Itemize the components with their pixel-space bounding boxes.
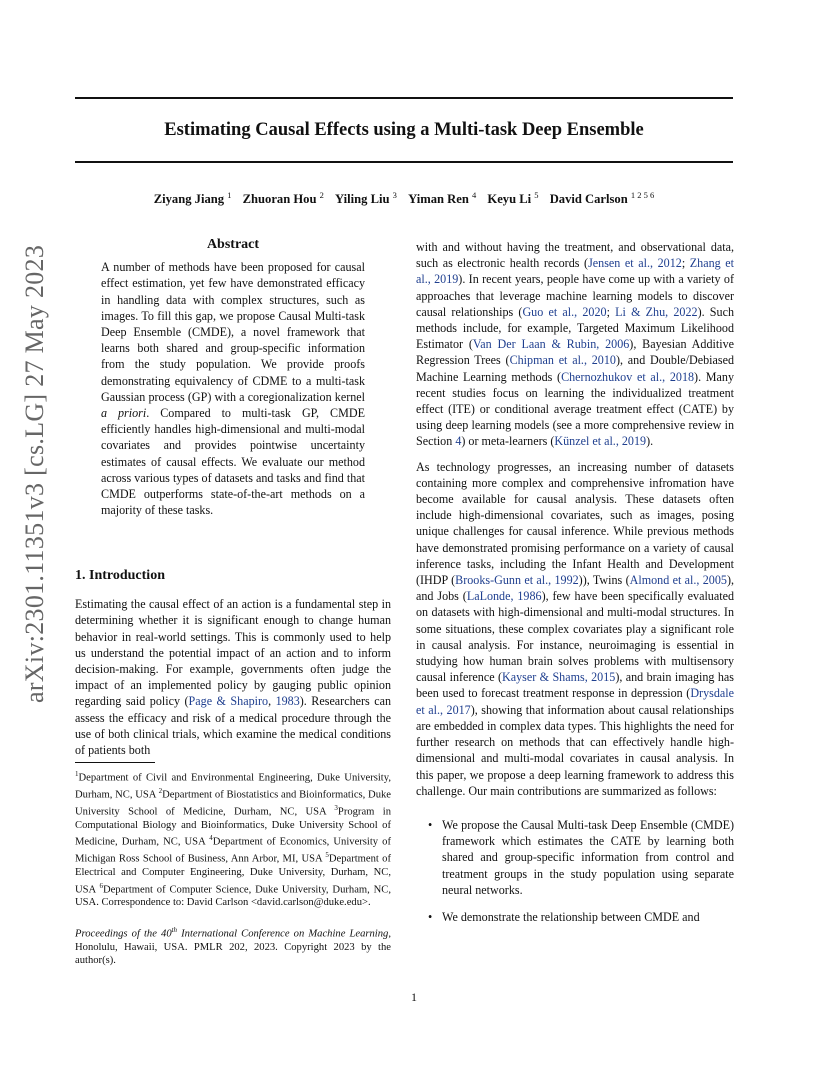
citation-link[interactable]: Guo et al., 2020: [522, 304, 607, 319]
citation-link[interactable]: Page & Shapiro: [188, 694, 269, 709]
introduction-section: [75, 568, 391, 758]
citation-link[interactable]: Almond et al., 2005: [629, 573, 727, 588]
footnote-rule: [75, 762, 155, 763]
contribution-bullet: • We propose the Causal Multi-task Deep Ensemble (CMDE) framework which estimates the CATE by learning both shared and group-specific information from control and treatment groups in the study population using separate neural networks.: [428, 817, 734, 897]
citation-link[interactable]: 1983: [275, 694, 300, 709]
author: Yiling Liu $^3$: [335, 190, 397, 207]
citation-link[interactable]: Van Der Laan & Rubin, 2006: [472, 337, 630, 352]
top-rule: [75, 97, 733, 99]
intro-paragraph: Estimating the causal effect of an action is a fundamental step in determining whether it is significant enough to change human behavior in real-world settings. This is commonly used to help us understand the potential impact of an action and to inform decision-making. For example, governments often judge the impact of an implemented policy by gauging public opinion regarding said policy (Page & Shapiro, 1983). Researchers can assess the efficacy and risk of a medical procedure through the use of both clinical trials, which examine the medical conditions of patients both: [75, 597, 391, 758]
citation-link[interactable]: Li & Zhu, 2022: [615, 304, 698, 319]
citation-link[interactable]: Drysdale et al., 2017: [416, 686, 734, 717]
citation-link[interactable]: LaLonde, 1986: [466, 589, 542, 604]
author-list: [75, 190, 733, 207]
citation-link[interactable]: Künzel et al., 2019: [554, 434, 647, 449]
page-number: 1: [411, 990, 417, 1004]
arxiv-identifier: arXiv:2301.11351v3 [cs.LG] 27 May 2023: [20, 244, 49, 703]
citation-link[interactable]: Brooks-Gunn et al., 1992: [455, 573, 579, 588]
bullet-icon: •: [428, 817, 433, 832]
citation-link[interactable]: Zhang et al., 2019: [416, 256, 735, 287]
author: Zhuoran Hou $^2$: [242, 190, 324, 207]
citation-link[interactable]: Chernozhukov et al., 2018: [561, 369, 695, 384]
author: Yiman Ren $^4$: [408, 190, 477, 207]
contribution-bullet: • We demonstrate the relationship between CMDE and: [428, 909, 700, 924]
intro-paragraph-continued: with and without having the treatment, and observational data, such as electronic health records (Jensen et al., 2012; Zhang et al., 2019). In recent years, people have come up with a variety of approaches that leverage machine learning models to discover causal relationships (Guo et al., 2020; Li & Zhu, 2022). Such methods include, for example, Targeted Maximum Likelihood Estimator (Van Der Laan & Rubin, 2006), Bayesian Additive Regression Trees (Chipman et al., 2010), and Double/Debiased Machine Learning methods (Chernozhukov et al., 2018). Many recent studies focus on learning the individualized treatment effect (ITE) or conditional average treatment effect (CATE) by using deep learning models (see a more comprehensive review in Section 4) or meta-learners (Künzel et al., 2019).: [416, 240, 735, 449]
section-heading-introduction: 1. Introduction: [75, 568, 165, 583]
abstract-text: A number of methods have been proposed for causal effect estimation, yet few have demonstrated efficacy in handling data with complex structures, such as images. To fill this gap, we propose Causal Multi-task Deep Ensemble (CMDE), a novel framework that learns both shared and group-specific information from the study population. We provide proofs demonstrating equivalency of CDME to a multi-task Gaussian process (GP) with a coregionalization kernel a priori. Compared to multi-task GP, CMDE efficiently handles high-dimensional and multi-modal covariates and provides pointwise uncertainty estimates of causal effects. We evaluate our method across various types of datasets and tasks and find that CMDE outperforms state-of-the-art methods on a majority of these tasks.: [101, 260, 365, 518]
author: David Carlson $^{1 2 5 6}$: [549, 190, 655, 207]
author: Keyu Li $^5$: [487, 190, 539, 207]
author: Ziyang Jiang $^1$: [153, 190, 232, 207]
title-rule: [75, 161, 733, 163]
citation-link[interactable]: Kayser & Shams, 2015: [502, 670, 616, 685]
citation-link[interactable]: Chipman et al., 2010: [509, 353, 616, 368]
footnote-affiliations: $^1$Department of Civil and Environmental Engineering, Duke University, Durham, NC, USA $^2$Department of Biostatistics and Bioinformatics, Duke University School of Medicine, Durham, NC, USA $^3$Program in Computational Biology and Bioinformatics, Duke University School of Medicine, Durham, NC, USA $^4$Department of Economics, University of Michigan Ross School of Business, Ann Arbor, MI, USA $^5$Department of Electrical and Computer Engineering, Duke University, Durham, NC, USA $^6$Department of Computer Science, Duke University, Durham, NC, USA. Correspondence to: David Carlson <david.carlson@duke.edu>. Proceedings of the 40th International Conference on Machine Learning, Honolulu, Hawaii, USA. PMLR 202, 2023. Copyright 2023 by the author(s).: [75, 770, 392, 967]
bullet-icon: •: [428, 909, 433, 924]
abstract-heading: Abstract: [206, 237, 260, 252]
right-column: [416, 239, 734, 925]
section-link[interactable]: 4: [455, 434, 462, 449]
datasets-paragraph: As technology progresses, an increasing number of datasets containing more complex and comprehensive infromation have become available for causal analysis. These datasets often include high-dimensional covariates, such as images, posing unique challenges for causal inference. While previous methods have demonstrated promising performance on a variety of causal inference tasks, including the Infant Health and Development (IHDP (Brooks-Gunn et al., 1992)), Twins (Almond et al., 2005), and Jobs (LaLonde, 1986), few have been specifically evaluated on datasets with high-dimensional and multi-modal structures. In some situations, these complex covariates play a significant role in causal analysis. For instance, neuroimaging is essential in studying how human brain solves problems with multisensory causal inference (Kayser & Shams, 2015), and brain imaging has been used to forecast treatment response in depression (Drysdale et al., 2017), showing that information about causal relationships are embedded in complex data types. This highlights the need for further research on methods that can effectively handle high-dimensional and multi-modal covariates in causal analysis. In this paper, we propose a deep learning framework to address this challenge. Our main contributions are summarized as follows:: [416, 459, 734, 798]
left-column: [75, 237, 391, 518]
citation-link[interactable]: Jensen et al., 2012: [588, 256, 682, 271]
proceedings-note: Proceedings of the 40th International Conference on Machine Learning, Honolulu, Hawaii, USA. PMLR 202, 2023. Copyright 2023 by the author(s).: [75, 925, 391, 967]
paper-title: Estimating Causal Effects using a Multi-task Deep Ensemble: [164, 120, 644, 140]
